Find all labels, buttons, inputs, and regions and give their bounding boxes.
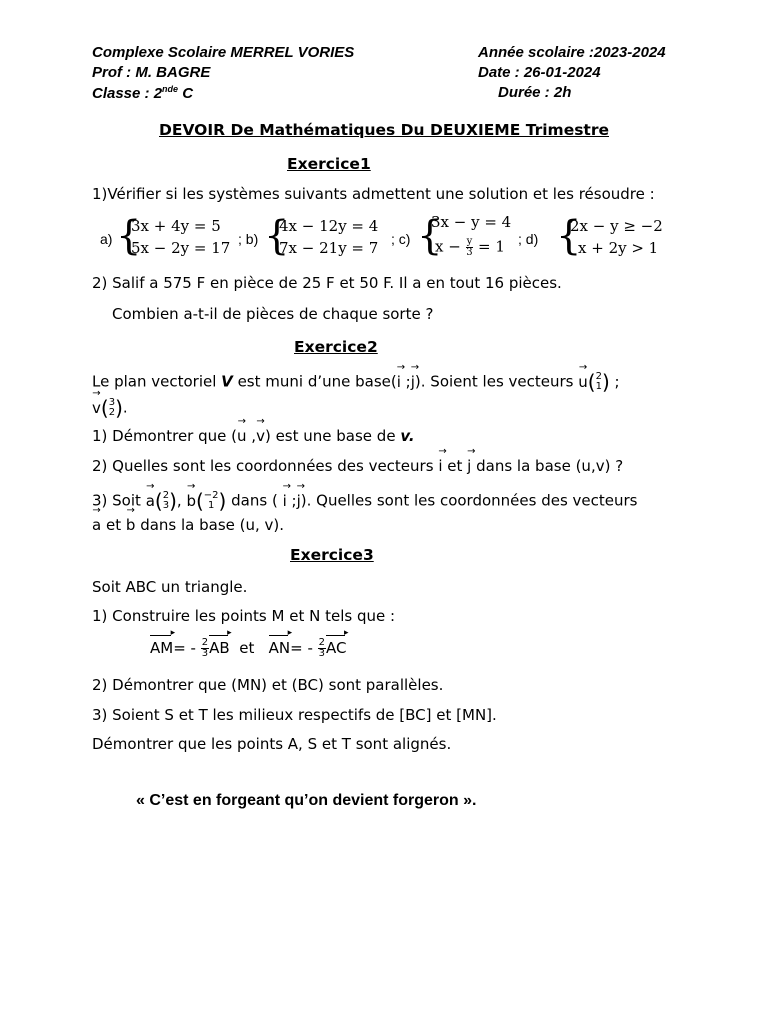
ex2-question2: 2) Quelles sont les coordonnées des vecteurs → i et → j dans la base (u,v) ? — [92, 457, 623, 475]
exam-duration: Durée : 2h — [498, 84, 572, 101]
ex3-question2: 2) Démontrer que (MN) et (BC) sont parallèles. — [92, 676, 444, 694]
ex3-intro: Soit ABC un triangle. — [92, 578, 248, 596]
ex1-question1: 1)Vérifier si les systèmes suivants admettent une solution et les résoudre : — [92, 185, 655, 203]
exam-date: Date : 26-01-2024 — [478, 64, 601, 81]
page-title: DEVOIR De Mathématiques Du DEUXIEME Trimestre — [159, 121, 609, 139]
ex2-question1: 1) Démontrer que (→ u ,→ v) est une base de v. — [92, 427, 415, 445]
system-d: ; d) { 2x − y ≥ −2 x + 2y > 1 — [518, 213, 663, 259]
closing-quote: « C’est en forgeant qu’on devient forgeron ». — [136, 792, 477, 809]
ex3-question4: Démontrer que les points A, S et T sont alignés. — [92, 735, 452, 753]
exercise1-title: Exercice1 — [287, 155, 371, 173]
ex2-question3: 3) Soit → a(2 3), → b(−2 1 ) dans ( → i ;→ j). Quelles sont les coordonnées des vecteurs — [92, 489, 638, 513]
school-name: Complexe Scolaire MERREL VORIES — [92, 44, 355, 61]
school-year: Année scolaire :2023-2024 — [478, 44, 666, 61]
exercise2-title: Exercice2 — [294, 338, 378, 356]
system-a: a) { 3x + 4y = 5 5x − 2y = 17 — [100, 213, 231, 259]
class-name: Classe : 2nde C — [92, 84, 194, 102]
ex3-question3: 3) Soient S et T les milieux respectifs de [BC] et [MN]. — [92, 706, 497, 724]
system-b: ; b) { 4x − 12y = 4 7x − 21y = 7 — [238, 213, 379, 259]
vector-relations: AM ▸= - $\frac{2}{3}$ AB ▸ et AN ▸= - $\frac{2}{3}$ AC ▸ — [150, 638, 347, 659]
ex2-intro-v: → v(3 2). — [92, 396, 128, 420]
teacher-name: Prof : M. BAGRE — [92, 64, 211, 81]
ex1-question2-b: Combien a-t-il de pièces de chaque sorte ? — [112, 305, 434, 323]
ex3-question1: 1) Construire les points M et N tels que : — [92, 607, 396, 625]
ex1-question2: 2) Salif a 575 F en pièce de 25 F et 50 F. Il a en tout 16 pièces. — [92, 274, 562, 292]
ex2-intro: Le plan vectoriel V est muni d’une base(→ i ;→ j). Soient les vecteurs → u(2 1) ; — [92, 370, 620, 394]
ex2-question3-b: → a et → b dans la base (u, v). — [92, 516, 284, 534]
document-header — [92, 44, 692, 104]
system-c: ; c) { 3x − y = 4 x − $\frac{y}{3}$ = 1 — [391, 213, 512, 259]
exercise3-title: Exercice3 — [290, 546, 374, 564]
